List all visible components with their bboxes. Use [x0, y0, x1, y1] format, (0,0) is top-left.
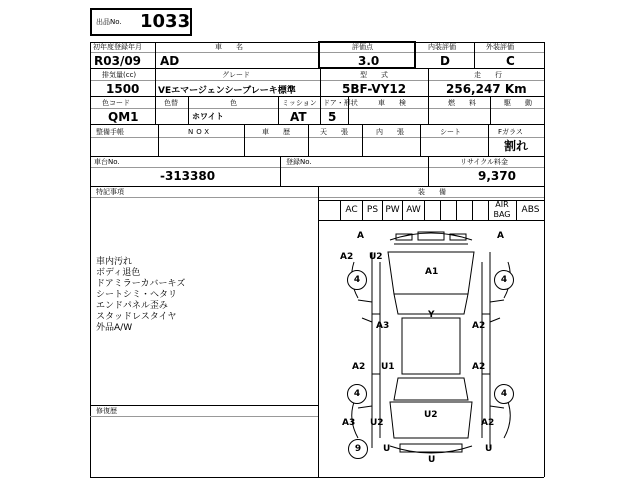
recycle-value: 9,370: [478, 169, 516, 183]
exterior-label: 外装評価: [486, 43, 514, 51]
equip-aw: AW: [402, 200, 424, 220]
chassis-value: -313380: [160, 169, 216, 183]
damage-mark: Y: [428, 310, 435, 320]
fuel-label: 燃 料: [448, 99, 476, 107]
reg-year-value: R03/09: [94, 54, 142, 68]
history-label: 車 歴: [262, 128, 290, 136]
color-no-label: 色替: [164, 99, 178, 107]
note-line: ドアミラーカバーキズ: [96, 279, 186, 289]
chassis-label: 車台No.: [94, 158, 120, 166]
score-label: 評価点: [352, 43, 373, 51]
mileage-value: 256,247 Km: [446, 82, 527, 96]
damage-mark: A2: [352, 362, 366, 372]
damage-mark: U: [428, 455, 436, 465]
damage-mark: A3: [376, 321, 390, 331]
car-name-label: 車 名: [215, 43, 243, 51]
damage-mark: A2: [472, 321, 486, 331]
equip-air: AIR: [495, 200, 509, 209]
color-code-label: 色コード: [102, 99, 130, 107]
model-value: 5BF-VY12: [342, 82, 407, 96]
damage-mark: 4: [494, 384, 514, 404]
notes-list: [96, 257, 185, 334]
damage-mark: U: [383, 444, 391, 454]
doors-value: 5: [328, 110, 337, 124]
equip-ps: PS: [362, 200, 382, 220]
mileage-label: 走 行: [474, 71, 502, 79]
reg-no-label: 登録No.: [286, 158, 312, 166]
equipment-label: 装 備: [418, 188, 446, 196]
damage-mark: U1: [381, 362, 395, 372]
damage-mark: A2: [340, 252, 354, 262]
interior-value: D: [440, 54, 450, 68]
displacement-value: 1500: [106, 82, 140, 96]
damage-mark: U2: [370, 418, 384, 428]
inspection-label: 車 検: [378, 99, 406, 107]
note-line: スタッドレスタイヤ: [96, 312, 177, 322]
doors-label: ドア・形状: [323, 99, 358, 107]
damage-mark: A3: [342, 418, 356, 428]
manual-label: 整備手帳: [96, 128, 124, 136]
damage-mark: U2: [424, 410, 438, 420]
fglass-label: Fガラス: [498, 128, 523, 136]
mission-label: ミッション: [282, 99, 317, 107]
equip-bag: BAG: [493, 210, 511, 219]
damage-mark: 4: [347, 270, 367, 290]
car-name-value: AD: [160, 54, 180, 68]
grade-value: VEエマージェンシーブレーキ標準: [158, 86, 296, 96]
nox-label: NOX: [188, 128, 213, 136]
model-label: 型 式: [360, 71, 388, 79]
seat-label: シート: [440, 128, 461, 136]
damage-mark: 9: [348, 439, 368, 459]
damage-mark: A: [497, 231, 504, 241]
reg-year-label: 初年度登録年月: [93, 43, 142, 51]
drive-label: 駆 動: [504, 99, 532, 107]
notes-label: 特記事項: [96, 188, 124, 196]
interior-label: 内装評価: [428, 43, 456, 51]
displacement-label: 排気量(cc): [102, 71, 137, 79]
equip-abs: ABS: [516, 200, 544, 220]
score-value: 3.0: [358, 54, 380, 68]
mission-value: AT: [290, 110, 307, 124]
damage-mark: A1: [425, 267, 439, 277]
color-value: ホワイト: [192, 112, 224, 121]
exterior-value: C: [506, 54, 515, 68]
lot-number: 1033: [140, 11, 191, 32]
damage-mark: U: [485, 444, 493, 454]
damage-mark: 4: [347, 384, 367, 404]
fglass-value: 割れ: [504, 139, 529, 153]
lot-label: 出品No.: [96, 18, 122, 26]
sunroof-label: 天 張: [320, 128, 348, 136]
damage-mark: A2: [481, 418, 495, 428]
damage-mark: 4: [494, 270, 514, 290]
note-line: シートシミ・ヘタリ: [96, 290, 178, 300]
interior-trim-label: 内 張: [376, 128, 404, 136]
damage-mark: A: [357, 231, 364, 241]
recycle-label: リサイクル料金: [460, 158, 509, 166]
note-line: 車内汚れ: [96, 257, 133, 267]
note-line: 外品A/W: [96, 323, 133, 333]
grade-label: グレード: [222, 71, 250, 79]
color-code-value: QM1: [108, 110, 139, 124]
equip-pw: PW: [382, 200, 402, 220]
equip-ac: AC: [340, 200, 362, 220]
damage-mark: U2: [369, 252, 383, 262]
note-line: ボディ退色: [96, 268, 141, 278]
note-line: エンドパネル歪み: [96, 301, 168, 311]
repair-label: 修復歴: [96, 407, 117, 415]
color-label: 色: [230, 99, 237, 107]
damage-mark: A2: [472, 362, 486, 372]
